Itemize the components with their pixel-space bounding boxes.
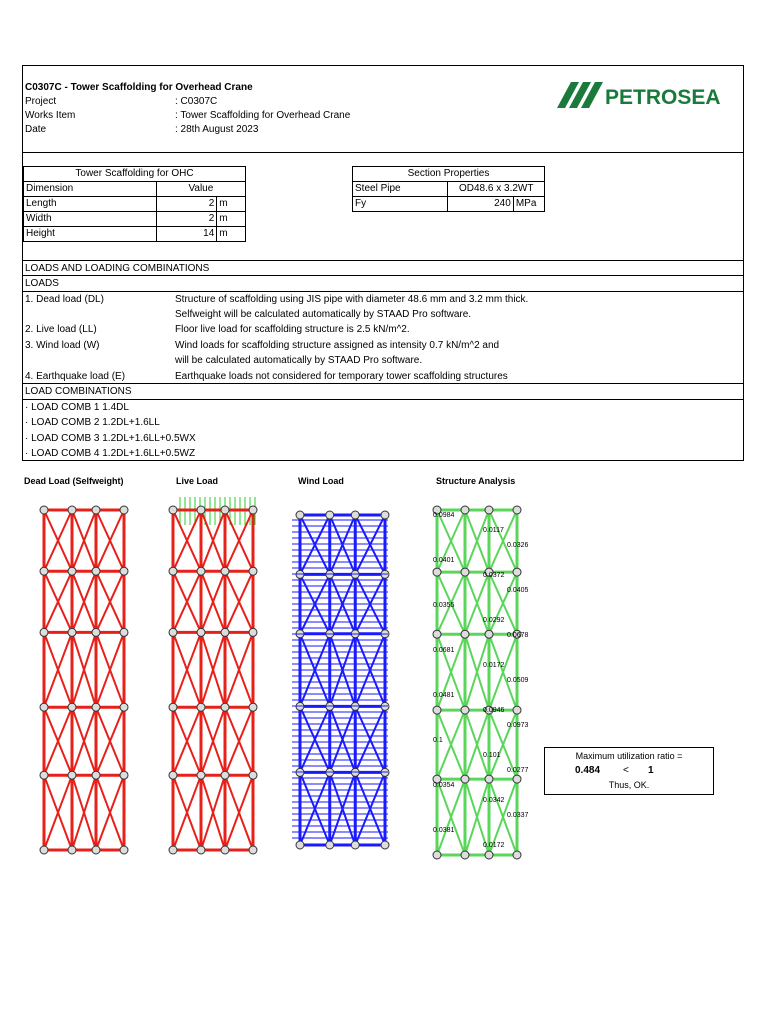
load-desc: Floor live load for scaffolding structure is 2.5 kN/m^2. (175, 324, 410, 335)
scaffold-node (513, 775, 521, 783)
scaffold-node (461, 568, 469, 576)
works-item-value: : Tower Scaffolding for Overhead Crane (175, 110, 351, 121)
section-value: OD48.6 x 3.2WT (448, 182, 545, 197)
load-comb-item: · LOAD COMB 4 1.2DL+1.6LL+0.5WZ (25, 448, 196, 459)
scaffold-node (68, 846, 76, 854)
scaffold-node (92, 703, 100, 711)
load-label-dl: 1. Dead load (DL) (25, 294, 104, 305)
dimensions-table-title: Tower Scaffolding for OHC (24, 167, 246, 182)
scaffold-node (169, 846, 177, 854)
scaffold-node (92, 628, 100, 636)
loads-title: LOADS (25, 278, 59, 289)
figure-title-dead-load: Dead Load (Selfweight) (24, 476, 124, 486)
member-ratio-label: 0.0355 (433, 602, 455, 609)
load-desc: Selfweight will be calculated automatically by STAAD Pro software. (175, 309, 472, 320)
scaffold-node (40, 567, 48, 575)
scaffold-node (513, 706, 521, 714)
scaffold-node (433, 706, 441, 714)
scaffold-node (513, 506, 521, 514)
load-combinations-title: LOAD COMBINATIONS (25, 386, 132, 397)
scaffold-node (381, 841, 389, 849)
scaffold-node (92, 506, 100, 514)
scaffold-node (120, 703, 128, 711)
scaffold-node (513, 851, 521, 859)
load-label-w: 3. Wind load (W) (25, 340, 100, 351)
wind-load-figure (288, 495, 398, 860)
works-item-label: Works Item (25, 110, 76, 121)
scaffold-node (351, 841, 359, 849)
scaffold-node (221, 846, 229, 854)
scaffold-node (120, 567, 128, 575)
date-value: : 28th August 2023 (175, 124, 259, 135)
dim-name: Width (24, 212, 157, 227)
scaffold-node (326, 841, 334, 849)
section-value: 240 (448, 197, 513, 212)
utilization-label: Maximum utilization ratio = (575, 751, 683, 761)
petrosea-logo (557, 80, 743, 110)
scaffold-node (513, 568, 521, 576)
scaffold-node (169, 703, 177, 711)
member-ratio-label: 0.0381 (433, 827, 455, 834)
scaffold-node (433, 851, 441, 859)
scaffold-node (249, 703, 257, 711)
load-comb-item: · LOAD COMB 3 1.2DL+1.6LL+0.5WX (25, 433, 196, 444)
scaffold-node (221, 771, 229, 779)
member-ratio-label: 0.0354 (433, 782, 455, 789)
member-ratio-label: 0.0117 (483, 527, 504, 534)
scaffold-node (40, 506, 48, 514)
member-ratio-label: 0.0292 (483, 617, 505, 624)
scaffold-node (381, 511, 389, 519)
scaffold-node (461, 851, 469, 859)
dim-value: 14 (156, 227, 217, 242)
scaffold-node (120, 628, 128, 636)
scaffold-node (92, 771, 100, 779)
utilization-operator: < (623, 765, 629, 776)
scaffold-node (221, 628, 229, 636)
dim-name: Height (24, 227, 157, 242)
member-ratio-label: 0.0372 (483, 572, 505, 579)
member-ratio-label: 0.0984 (433, 512, 455, 519)
scaffold-node (461, 506, 469, 514)
figure-title-wind-load: Wind Load (298, 476, 344, 486)
scaffold-node (296, 841, 304, 849)
member-ratio-label: 0.0401 (433, 557, 455, 564)
scaffold-node (197, 703, 205, 711)
member-ratio-label: 0.0337 (507, 812, 529, 819)
scaffold-node (433, 568, 441, 576)
scaffold-node (249, 506, 257, 514)
divider (23, 383, 743, 384)
scaffold-node (249, 771, 257, 779)
load-desc: Wind loads for scaffolding structure assigned as intensity 0.7 kN/m^2 and (175, 340, 500, 351)
divider (23, 399, 743, 400)
divider (23, 291, 743, 292)
scaffold-node (40, 846, 48, 854)
section-name: Fy (353, 197, 448, 212)
load-desc: Structure of scaffolding using JIS pipe with diameter 48.6 mm and 3.2 mm thick. (175, 294, 529, 305)
loads-section-title: LOADS AND LOADING COMBINATIONS (25, 263, 210, 274)
scaffold-node (485, 775, 493, 783)
scaffold-node (197, 846, 205, 854)
utilization-verdict: Thus, OK. (608, 780, 650, 790)
figure-title-live-load: Live Load (176, 476, 219, 486)
dimensions-table (23, 166, 246, 242)
scaffold-node (197, 628, 205, 636)
load-comb-item: · LOAD COMB 2 1.2DL+1.6LL (25, 417, 160, 428)
scaffold-node (40, 771, 48, 779)
member-ratio-label: 0.0973 (507, 722, 529, 729)
scaffold-node (221, 567, 229, 575)
section-table-title: Section Properties (353, 167, 545, 182)
section-name: Steel Pipe (353, 182, 448, 197)
col-header-dimension: Dimension (24, 182, 157, 197)
scaffold-node (68, 771, 76, 779)
scaffold-node (68, 506, 76, 514)
member-ratio-label: 0.0172 (483, 842, 505, 849)
member-ratio-label: 0.101 (483, 752, 501, 759)
dim-unit: m (217, 197, 246, 212)
scaffold-node (40, 703, 48, 711)
member-ratio-label: 0.0509 (507, 677, 529, 684)
logo-text: PETROSEA (605, 86, 721, 109)
scaffold-node (485, 630, 493, 638)
scaffold-node (433, 630, 441, 638)
project-label: Project (25, 96, 57, 107)
scaffold-node (68, 628, 76, 636)
scaffold-node (68, 703, 76, 711)
scaffold-node (249, 628, 257, 636)
scaffold-node (351, 511, 359, 519)
member-ratio-label: 0.0172 (483, 662, 505, 669)
scaffold-node (68, 567, 76, 575)
load-label-e: 4. Earthquake load (E) (25, 371, 126, 382)
scaffold-node (169, 771, 177, 779)
member-ratio-label: 0.1 (433, 737, 443, 744)
scaffold-node (169, 567, 177, 575)
load-desc: will be calculated automatically by STAAD Pro software. (175, 355, 423, 366)
scaffold-node (326, 511, 334, 519)
date-label: Date (25, 124, 47, 135)
scaffold-node (485, 506, 493, 514)
scaffold-node (296, 511, 304, 519)
project-value: : C0307C (175, 96, 218, 107)
scaffold-node (485, 851, 493, 859)
scaffold-node (197, 506, 205, 514)
load-desc: Earthquake loads not considered for temporary tower scaffolding structures (175, 371, 508, 382)
section-properties-table (352, 166, 545, 212)
member-ratio-label: 0.0481 (433, 692, 455, 699)
dim-value: 2 (156, 212, 217, 227)
divider (23, 275, 743, 276)
utilization-box (544, 747, 714, 795)
member-ratio-label: 0.0326 (507, 542, 529, 549)
scaffold-node (92, 846, 100, 854)
load-label-ll: 2. Live load (LL) (25, 324, 97, 335)
member-ratio-label: 0.0678 (507, 632, 529, 639)
scaffold-node (461, 630, 469, 638)
utilization-value: 0.484 (575, 765, 601, 776)
dead-load-figure (34, 495, 134, 860)
scaffold-node (197, 567, 205, 575)
scaffold-node (197, 771, 205, 779)
scaffold-node (40, 628, 48, 636)
divider (23, 152, 743, 153)
doc-title: C0307C - Tower Scaffolding for Overhead Crane (25, 82, 253, 93)
scaffold-node (120, 771, 128, 779)
dim-unit: m (217, 212, 246, 227)
scaffold-node (249, 846, 257, 854)
col-header-value: Value (156, 182, 245, 197)
scaffold-node (221, 703, 229, 711)
dim-unit: m (217, 227, 246, 242)
dim-name: Length (24, 197, 157, 212)
scaffold-node (169, 628, 177, 636)
figure-title-structure-analysis: Structure Analysis (436, 476, 516, 486)
member-ratio-label: 0.0946 (483, 707, 505, 714)
divider (23, 260, 743, 261)
member-ratio-label: 0.0277 (507, 767, 529, 774)
structure-analysis-figure (425, 495, 545, 875)
utilization-limit: 1 (648, 765, 654, 776)
load-comb-item: · LOAD COMB 1 1.4DL (25, 402, 129, 413)
member-ratio-label: 0.0405 (507, 587, 529, 594)
calculation-sheet (22, 65, 744, 461)
scaffold-node (92, 567, 100, 575)
scaffold-node (169, 506, 177, 514)
scaffold-node (221, 506, 229, 514)
member-ratio-label: 0.0342 (483, 797, 505, 804)
scaffold-node (461, 706, 469, 714)
scaffold-node (461, 775, 469, 783)
scaffold-node (120, 506, 128, 514)
member-ratio-label: 0.0681 (433, 647, 455, 654)
scaffold-node (120, 846, 128, 854)
dim-value: 2 (156, 197, 217, 212)
live-load-figure (158, 495, 268, 860)
section-unit: MPa (513, 197, 544, 212)
scaffold-node (249, 567, 257, 575)
